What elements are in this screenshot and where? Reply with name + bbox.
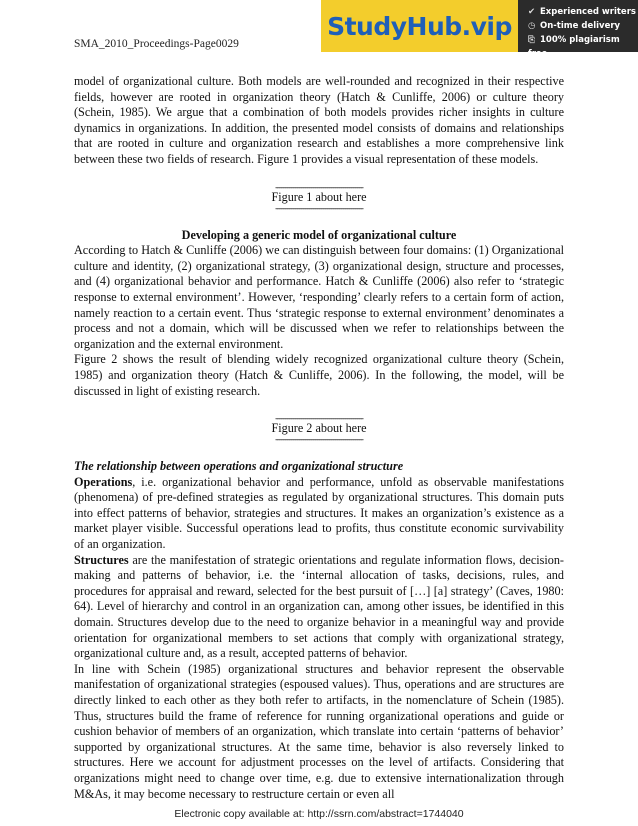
document-body	[74, 74, 564, 802]
running-head: SMA_2010_Proceedings-Page0029	[74, 38, 239, 50]
check-icon: ✔	[528, 7, 536, 17]
subsection-title: The relationship between operations and organizational structure	[74, 459, 404, 474]
clock-icon: ◷	[528, 21, 536, 31]
term-structures: Structures	[74, 552, 129, 567]
figure-1-label: Figure 1 about here	[271, 189, 367, 204]
paragraph: According to Hatch & Cunliffe (2006) we can distinguish between four domains: (1) Organizational culture and identity, (2) organizational strategy, (3) organizational design, structure and processes, and (4) organizational behavior and performance. Hatch & Cunliffe (2006) also refer to ‘strategic response to external environment’. However, ‘responding’ clearly refers to a certain form of action, namely reaction to a certain event. Thus ‘strategic response to external environment’ denominates a process and not a domain, which will be discussed when we refer to relationships between the organization and the external environment.	[74, 243, 564, 351]
divider: --------------------------------------------	[275, 413, 363, 424]
figure-2-placeholder	[74, 413, 564, 445]
section-title: Developing a generic model of organizational culture	[181, 227, 457, 242]
paragraph: model of organizational culture. Both models are well-rounded and recognized in their respective fields, however are rooted in organization theory (Hatch & Cunliffe, 2006) or culture theory (Schein, 1985). We argue that a combination of both models provides richer insights in culture dynamics in organizations. In addition, the presented model consists of domains and relationships that are rooted in culture and organization research and establishes a more comprehensive link between these two fields of research. Figure 1 provides a visual representation of these models.	[74, 74, 564, 166]
divider: --------------------------------------------	[275, 202, 363, 213]
document-icon: ⎘	[528, 35, 535, 45]
studyhub-banner[interactable]	[321, 0, 638, 59]
divider: --------------------------------------------	[275, 434, 363, 445]
footer-note: Electronic copy available at: http://ssrn.com/abstract=1744040	[174, 808, 464, 820]
banner-item-writers: ✔ Experienced writers	[528, 7, 636, 17]
figure-1-placeholder	[74, 181, 564, 213]
paragraph: Operations, i.e. organizational behavior and performance, unfold as observable manifestations (phenomena) of pre-defined strategies as regulated by organizational structures. This domain puts into effect patterns of behavior, strategies and structures. It makes an organization’s existence as a market player visible. Successful operations lead to profits, thus constitute economic survivability of an organization.	[74, 474, 564, 552]
paragraph: Structures are the manifestation of strategic orientations and regulate information flows, decision-making and patterns of behavior, i.e. the ‘internal allocation of tasks, decisions, rules, and procedures for appraisal and reward, selected for the best pursuit of […] [a] strategy’ (Caves, 1980: 64). Level of hierarchy and control in an organization can, among other issues, be identified in this domain. Structures develop due to the need to organize behavior in a meaningful way and provide orientation for organizational members to set actions that comply with organizational strategy, organizational culture and, as a result, accepted patterns of behavior.	[74, 552, 564, 661]
banner-feature-list	[518, 0, 638, 59]
figure-2-label: Figure 2 about here	[271, 421, 367, 436]
banner-item-delivery: ◷ On-time delivery	[528, 21, 621, 31]
term-operations: Operations	[74, 474, 133, 489]
studyhub-logo[interactable]: StudyHub.vip	[321, 0, 518, 52]
divider: --------------------------------------------	[275, 181, 363, 192]
paragraph: Figure 2 shows the result of blending widely recognized organizational culture theory (Schein, 1985) and organization theory (Hatch & Cunliffe, 2006). In the following, the model, will be discussed in light of existing research.	[74, 352, 564, 398]
paragraph: In line with Schein (1985) organizational structures and behavior represent the observable manifestation of organizational strategies (espoused values). Thus, operations and are structures are directly linked to each other as they both refer to artifacts, in the nomenclature of Schein (1985). Thus, structures build the frame of reference for running organizational operations and guide or cushion behavior of members of an organization, which translate into certain ‘patterns of behavior’ supported by organizational structures. At the same time, behavior is also reversely linked to structures. Here we account for adjustment processes on the level of artifacts. Considering that organizations might need to change over time, e.g. due to extensive internationalization through M&As, it may become necessary to restructure certain or even all	[74, 661, 564, 801]
banner-item-plagiarism: ⎘ 100% plagiarism free	[528, 35, 620, 59]
